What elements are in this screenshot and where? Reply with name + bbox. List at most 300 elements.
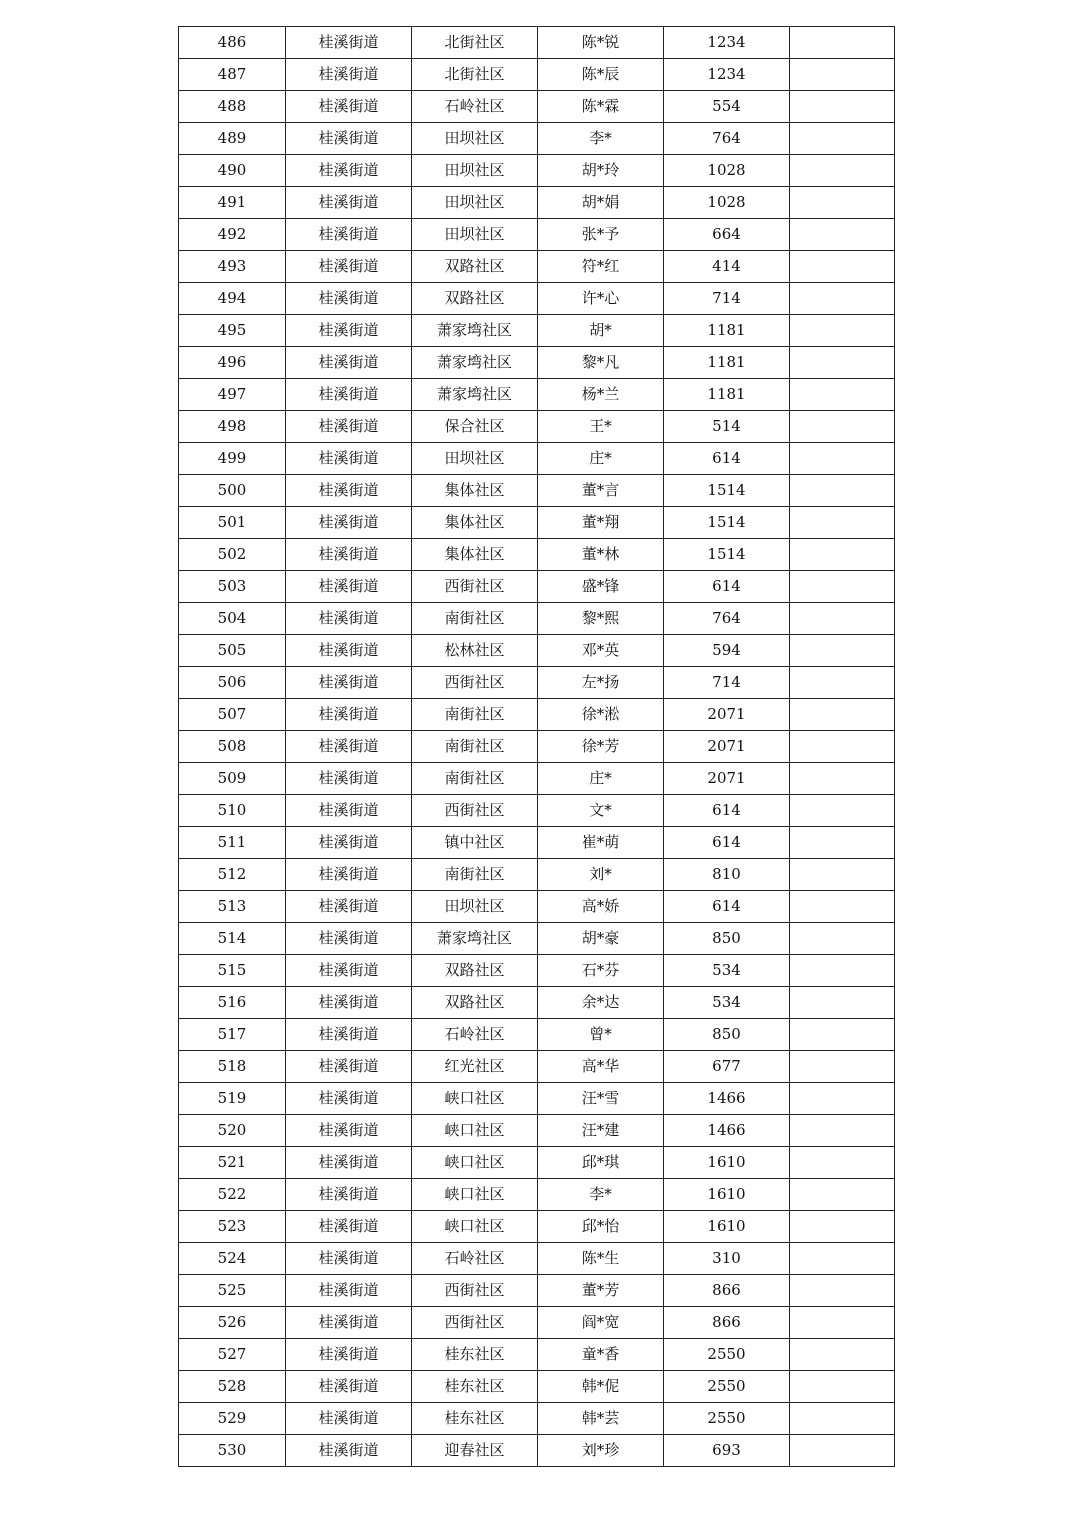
street-cell: 桂溪街道 <box>286 347 412 379</box>
community-cell: 田坝社区 <box>412 891 538 923</box>
community-cell: 桂东社区 <box>412 1339 538 1371</box>
street-cell: 桂溪街道 <box>286 251 412 283</box>
community-cell: 田坝社区 <box>412 187 538 219</box>
street-cell: 桂溪街道 <box>286 27 412 59</box>
name-cell: 徐*芳 <box>538 731 664 763</box>
community-cell: 双路社区 <box>412 987 538 1019</box>
amount-cell: 614 <box>664 891 790 923</box>
community-cell: 石岭社区 <box>412 1019 538 1051</box>
community-cell: 萧家塆社区 <box>412 379 538 411</box>
community-cell: 萧家塆社区 <box>412 315 538 347</box>
name-cell: 盛*锋 <box>538 571 664 603</box>
street-cell: 桂溪街道 <box>286 315 412 347</box>
community-cell: 红光社区 <box>412 1051 538 1083</box>
note-cell <box>790 859 895 891</box>
note-cell <box>790 1083 895 1115</box>
row-number-cell: 516 <box>179 987 286 1019</box>
community-cell: 石岭社区 <box>412 91 538 123</box>
name-cell: 文* <box>538 795 664 827</box>
name-cell: 韩*伲 <box>538 1371 664 1403</box>
name-cell: 曾* <box>538 1019 664 1051</box>
row-number-cell: 498 <box>179 411 286 443</box>
community-cell: 集体社区 <box>412 507 538 539</box>
community-cell: 田坝社区 <box>412 443 538 475</box>
amount-cell: 850 <box>664 923 790 955</box>
table-row <box>179 923 895 955</box>
street-cell: 桂溪街道 <box>286 1147 412 1179</box>
note-cell <box>790 763 895 795</box>
table-row <box>179 1243 895 1275</box>
community-cell: 峡口社区 <box>412 1083 538 1115</box>
name-cell: 胡* <box>538 315 664 347</box>
note-cell <box>790 1403 895 1435</box>
table-row <box>179 283 895 315</box>
amount-cell: 693 <box>664 1435 790 1467</box>
name-cell: 董*言 <box>538 475 664 507</box>
note-cell <box>790 155 895 187</box>
amount-cell: 514 <box>664 411 790 443</box>
note-cell <box>790 1339 895 1371</box>
amount-cell: 1234 <box>664 27 790 59</box>
amount-cell: 850 <box>664 1019 790 1051</box>
name-cell: 胡*豪 <box>538 923 664 955</box>
amount-cell: 2550 <box>664 1339 790 1371</box>
name-cell: 韩*芸 <box>538 1403 664 1435</box>
table-row <box>179 731 895 763</box>
row-number-cell: 510 <box>179 795 286 827</box>
row-number-cell: 511 <box>179 827 286 859</box>
amount-cell: 2071 <box>664 763 790 795</box>
street-cell: 桂溪街道 <box>286 571 412 603</box>
community-cell: 田坝社区 <box>412 155 538 187</box>
street-cell: 桂溪街道 <box>286 955 412 987</box>
community-cell: 保合社区 <box>412 411 538 443</box>
note-cell <box>790 827 895 859</box>
amount-cell: 2550 <box>664 1403 790 1435</box>
table-row <box>179 1179 895 1211</box>
street-cell: 桂溪街道 <box>286 283 412 315</box>
row-number-cell: 508 <box>179 731 286 763</box>
name-cell: 石*芬 <box>538 955 664 987</box>
street-cell: 桂溪街道 <box>286 1435 412 1467</box>
community-cell: 峡口社区 <box>412 1179 538 1211</box>
table-row <box>179 955 895 987</box>
row-number-cell: 523 <box>179 1211 286 1243</box>
name-cell: 邱*怡 <box>538 1211 664 1243</box>
community-cell: 北街社区 <box>412 27 538 59</box>
name-cell: 汪*雪 <box>538 1083 664 1115</box>
row-number-cell: 509 <box>179 763 286 795</box>
row-number-cell: 527 <box>179 1339 286 1371</box>
row-number-cell: 530 <box>179 1435 286 1467</box>
note-cell <box>790 923 895 955</box>
community-cell: 峡口社区 <box>412 1211 538 1243</box>
street-cell: 桂溪街道 <box>286 635 412 667</box>
row-number-cell: 486 <box>179 27 286 59</box>
note-cell <box>790 1147 895 1179</box>
table-row <box>179 379 895 411</box>
row-number-cell: 494 <box>179 283 286 315</box>
amount-cell: 1466 <box>664 1083 790 1115</box>
amount-cell: 2071 <box>664 731 790 763</box>
row-number-cell: 489 <box>179 123 286 155</box>
community-cell: 萧家塆社区 <box>412 923 538 955</box>
note-cell <box>790 1051 895 1083</box>
community-cell: 桂东社区 <box>412 1403 538 1435</box>
table-row <box>179 891 895 923</box>
note-cell <box>790 59 895 91</box>
community-cell: 南街社区 <box>412 699 538 731</box>
street-cell: 桂溪街道 <box>286 507 412 539</box>
note-cell <box>790 891 895 923</box>
street-cell: 桂溪街道 <box>286 1051 412 1083</box>
amount-cell: 677 <box>664 1051 790 1083</box>
note-cell <box>790 187 895 219</box>
note-cell <box>790 539 895 571</box>
name-cell: 李* <box>538 1179 664 1211</box>
table-row <box>179 539 895 571</box>
street-cell: 桂溪街道 <box>286 1371 412 1403</box>
name-cell: 董*翔 <box>538 507 664 539</box>
table-row <box>179 827 895 859</box>
row-number-cell: 515 <box>179 955 286 987</box>
amount-cell: 1466 <box>664 1115 790 1147</box>
table-row <box>179 667 895 699</box>
row-number-cell: 493 <box>179 251 286 283</box>
note-cell <box>790 1019 895 1051</box>
street-cell: 桂溪街道 <box>286 187 412 219</box>
note-cell <box>790 219 895 251</box>
amount-cell: 1028 <box>664 155 790 187</box>
note-cell <box>790 283 895 315</box>
community-cell: 双路社区 <box>412 283 538 315</box>
name-cell: 李* <box>538 123 664 155</box>
amount-cell: 866 <box>664 1275 790 1307</box>
name-cell: 许*心 <box>538 283 664 315</box>
note-cell <box>790 347 895 379</box>
note-cell <box>790 699 895 731</box>
street-cell: 桂溪街道 <box>286 219 412 251</box>
street-cell: 桂溪街道 <box>286 795 412 827</box>
amount-cell: 1610 <box>664 1179 790 1211</box>
note-cell <box>790 1307 895 1339</box>
amount-cell: 614 <box>664 443 790 475</box>
street-cell: 桂溪街道 <box>286 987 412 1019</box>
name-cell: 邓*英 <box>538 635 664 667</box>
street-cell: 桂溪街道 <box>286 1115 412 1147</box>
community-cell: 西街社区 <box>412 667 538 699</box>
name-cell: 庄* <box>538 763 664 795</box>
row-number-cell: 495 <box>179 315 286 347</box>
note-cell <box>790 251 895 283</box>
table-row <box>179 91 895 123</box>
row-number-cell: 487 <box>179 59 286 91</box>
amount-cell: 714 <box>664 283 790 315</box>
name-cell: 陈*生 <box>538 1243 664 1275</box>
name-cell: 汪*建 <box>538 1115 664 1147</box>
name-cell: 胡*玲 <box>538 155 664 187</box>
street-cell: 桂溪街道 <box>286 1083 412 1115</box>
name-cell: 童*香 <box>538 1339 664 1371</box>
amount-cell: 554 <box>664 91 790 123</box>
row-number-cell: 522 <box>179 1179 286 1211</box>
amount-cell: 664 <box>664 219 790 251</box>
community-cell: 南街社区 <box>412 859 538 891</box>
table-row <box>179 123 895 155</box>
name-cell: 黎*凡 <box>538 347 664 379</box>
name-cell: 陈*辰 <box>538 59 664 91</box>
table-row <box>179 1147 895 1179</box>
table-row <box>179 763 895 795</box>
table-row <box>179 411 895 443</box>
amount-cell: 1514 <box>664 539 790 571</box>
community-cell: 松林社区 <box>412 635 538 667</box>
name-cell: 庄* <box>538 443 664 475</box>
table-row <box>179 1275 895 1307</box>
table-row <box>179 987 895 1019</box>
table-row <box>179 699 895 731</box>
name-cell: 高*娇 <box>538 891 664 923</box>
table-row <box>179 347 895 379</box>
name-cell: 徐*淞 <box>538 699 664 731</box>
note-cell <box>790 571 895 603</box>
street-cell: 桂溪街道 <box>286 1403 412 1435</box>
table-row <box>179 859 895 891</box>
row-number-cell: 524 <box>179 1243 286 1275</box>
table-row <box>179 571 895 603</box>
note-cell <box>790 475 895 507</box>
name-cell: 崔*萌 <box>538 827 664 859</box>
amount-cell: 534 <box>664 955 790 987</box>
row-number-cell: 521 <box>179 1147 286 1179</box>
note-cell <box>790 1211 895 1243</box>
row-number-cell: 529 <box>179 1403 286 1435</box>
street-cell: 桂溪街道 <box>286 1275 412 1307</box>
street-cell: 桂溪街道 <box>286 379 412 411</box>
amount-cell: 2071 <box>664 699 790 731</box>
street-cell: 桂溪街道 <box>286 123 412 155</box>
note-cell <box>790 955 895 987</box>
row-number-cell: 496 <box>179 347 286 379</box>
note-cell <box>790 123 895 155</box>
amount-cell: 764 <box>664 123 790 155</box>
row-number-cell: 525 <box>179 1275 286 1307</box>
amount-cell: 1610 <box>664 1147 790 1179</box>
community-cell: 双路社区 <box>412 955 538 987</box>
table-row <box>179 1083 895 1115</box>
street-cell: 桂溪街道 <box>286 603 412 635</box>
street-cell: 桂溪街道 <box>286 443 412 475</box>
note-cell <box>790 731 895 763</box>
community-cell: 迎春社区 <box>412 1435 538 1467</box>
table-row <box>179 187 895 219</box>
row-number-cell: 492 <box>179 219 286 251</box>
table-row <box>179 1403 895 1435</box>
note-cell <box>790 379 895 411</box>
street-cell: 桂溪街道 <box>286 155 412 187</box>
community-cell: 峡口社区 <box>412 1147 538 1179</box>
table-row <box>179 443 895 475</box>
note-cell <box>790 635 895 667</box>
table-row <box>179 155 895 187</box>
community-cell: 峡口社区 <box>412 1115 538 1147</box>
community-cell: 北街社区 <box>412 59 538 91</box>
name-cell: 黎*熙 <box>538 603 664 635</box>
row-number-cell: 512 <box>179 859 286 891</box>
street-cell: 桂溪街道 <box>286 827 412 859</box>
row-number-cell: 513 <box>179 891 286 923</box>
table-row <box>179 1051 895 1083</box>
amount-cell: 1181 <box>664 379 790 411</box>
name-cell: 王* <box>538 411 664 443</box>
street-cell: 桂溪街道 <box>286 763 412 795</box>
name-cell: 高*华 <box>538 1051 664 1083</box>
community-cell: 西街社区 <box>412 571 538 603</box>
row-number-cell: 505 <box>179 635 286 667</box>
row-number-cell: 497 <box>179 379 286 411</box>
community-cell: 镇中社区 <box>412 827 538 859</box>
note-cell <box>790 1371 895 1403</box>
note-cell <box>790 1115 895 1147</box>
community-cell: 石岭社区 <box>412 1243 538 1275</box>
community-cell: 西街社区 <box>412 795 538 827</box>
amount-cell: 614 <box>664 571 790 603</box>
row-number-cell: 488 <box>179 91 286 123</box>
street-cell: 桂溪街道 <box>286 699 412 731</box>
table-row <box>179 1435 895 1467</box>
amount-cell: 594 <box>664 635 790 667</box>
row-number-cell: 518 <box>179 1051 286 1083</box>
amount-cell: 1181 <box>664 347 790 379</box>
name-cell: 左*扬 <box>538 667 664 699</box>
street-cell: 桂溪街道 <box>286 1243 412 1275</box>
name-cell: 刘* <box>538 859 664 891</box>
note-cell <box>790 27 895 59</box>
street-cell: 桂溪街道 <box>286 1019 412 1051</box>
community-cell: 西街社区 <box>412 1275 538 1307</box>
row-number-cell: 519 <box>179 1083 286 1115</box>
street-cell: 桂溪街道 <box>286 539 412 571</box>
note-cell <box>790 1179 895 1211</box>
name-cell: 董*林 <box>538 539 664 571</box>
name-cell: 张*予 <box>538 219 664 251</box>
name-cell: 刘*珍 <box>538 1435 664 1467</box>
amount-cell: 1028 <box>664 187 790 219</box>
street-cell: 桂溪街道 <box>286 1179 412 1211</box>
table-row <box>179 27 895 59</box>
street-cell: 桂溪街道 <box>286 731 412 763</box>
table-row <box>179 1307 895 1339</box>
street-cell: 桂溪街道 <box>286 923 412 955</box>
street-cell: 桂溪街道 <box>286 859 412 891</box>
amount-cell: 1181 <box>664 315 790 347</box>
table-row <box>179 219 895 251</box>
amount-cell: 310 <box>664 1243 790 1275</box>
table-row <box>179 603 895 635</box>
row-number-cell: 501 <box>179 507 286 539</box>
name-cell: 陈*霖 <box>538 91 664 123</box>
community-cell: 南街社区 <box>412 731 538 763</box>
name-cell: 余*达 <box>538 987 664 1019</box>
note-cell <box>790 315 895 347</box>
note-cell <box>790 667 895 699</box>
row-number-cell: 503 <box>179 571 286 603</box>
name-cell: 杨*兰 <box>538 379 664 411</box>
amount-cell: 1514 <box>664 507 790 539</box>
street-cell: 桂溪街道 <box>286 1339 412 1371</box>
amount-cell: 1514 <box>664 475 790 507</box>
name-cell: 阎*宽 <box>538 1307 664 1339</box>
name-cell: 邱*琪 <box>538 1147 664 1179</box>
amount-cell: 614 <box>664 795 790 827</box>
amount-cell: 534 <box>664 987 790 1019</box>
row-number-cell: 526 <box>179 1307 286 1339</box>
amount-cell: 714 <box>664 667 790 699</box>
note-cell <box>790 507 895 539</box>
street-cell: 桂溪街道 <box>286 891 412 923</box>
amount-cell: 764 <box>664 603 790 635</box>
note-cell <box>790 1275 895 1307</box>
table-row <box>179 1019 895 1051</box>
note-cell <box>790 987 895 1019</box>
row-number-cell: 506 <box>179 667 286 699</box>
row-number-cell: 491 <box>179 187 286 219</box>
name-cell: 胡*娟 <box>538 187 664 219</box>
table-row <box>179 1339 895 1371</box>
street-cell: 桂溪街道 <box>286 59 412 91</box>
amount-cell: 1610 <box>664 1211 790 1243</box>
row-number-cell: 504 <box>179 603 286 635</box>
note-cell <box>790 411 895 443</box>
amount-cell: 866 <box>664 1307 790 1339</box>
amount-cell: 414 <box>664 251 790 283</box>
row-number-cell: 490 <box>179 155 286 187</box>
street-cell: 桂溪街道 <box>286 91 412 123</box>
row-number-cell: 517 <box>179 1019 286 1051</box>
community-cell: 田坝社区 <box>412 123 538 155</box>
row-number-cell: 499 <box>179 443 286 475</box>
row-number-cell: 514 <box>179 923 286 955</box>
row-number-cell: 520 <box>179 1115 286 1147</box>
table-body <box>179 27 895 1467</box>
table-row <box>179 1371 895 1403</box>
community-cell: 集体社区 <box>412 475 538 507</box>
table-row <box>179 59 895 91</box>
name-cell: 陈*锐 <box>538 27 664 59</box>
street-cell: 桂溪街道 <box>286 411 412 443</box>
recipient-table <box>178 26 895 1467</box>
table-row <box>179 507 895 539</box>
name-cell: 符*红 <box>538 251 664 283</box>
community-cell: 南街社区 <box>412 603 538 635</box>
community-cell: 集体社区 <box>412 539 538 571</box>
note-cell <box>790 1243 895 1275</box>
note-cell <box>790 91 895 123</box>
table-row <box>179 251 895 283</box>
amount-cell: 1234 <box>664 59 790 91</box>
table-row <box>179 315 895 347</box>
row-number-cell: 507 <box>179 699 286 731</box>
table-row <box>179 635 895 667</box>
table-row <box>179 1115 895 1147</box>
row-number-cell: 500 <box>179 475 286 507</box>
street-cell: 桂溪街道 <box>286 1211 412 1243</box>
community-cell: 南街社区 <box>412 763 538 795</box>
table-row <box>179 795 895 827</box>
community-cell: 桂东社区 <box>412 1371 538 1403</box>
table-row <box>179 1211 895 1243</box>
amount-cell: 810 <box>664 859 790 891</box>
